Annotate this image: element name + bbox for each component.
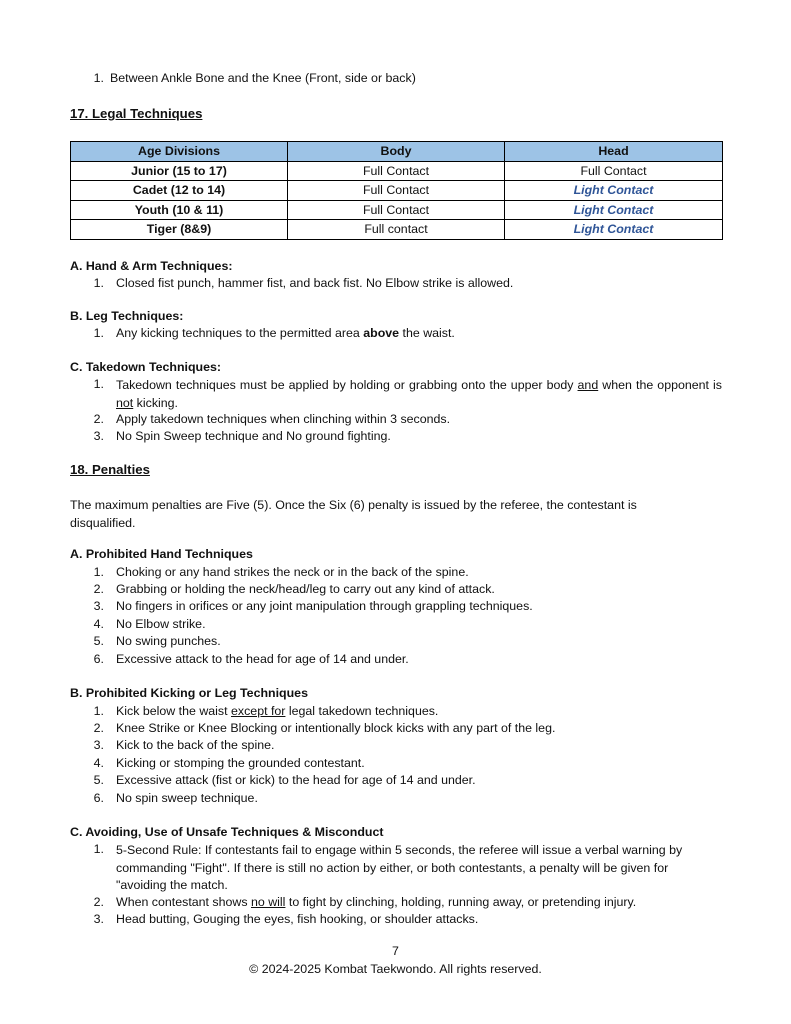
list-item: Excessive attack to the head for age of 14 and under. (116, 652, 409, 666)
list-number: 6. (93, 652, 104, 666)
division-cell: Youth (10 & 11) (71, 200, 288, 220)
list-item: No swing punches. (116, 634, 221, 648)
prohibited-hand-title: A. Prohibited Hand Techniques (70, 547, 253, 561)
table-row (71, 220, 723, 240)
penalties-intro: The maximum penalties are Five (5). Once the Six (6) penalty is issued by the referee, the contestant is disqualified. (70, 498, 637, 530)
list-item: Excessive attack (fist or kick) to the head for age of 14 and under. (116, 773, 476, 787)
body-cell: Full contact (288, 220, 505, 240)
list-item: Kick to the back of the spine. (116, 738, 275, 752)
list-item: Grabbing or holding the neck/head/leg to carry out any kind of attack. (116, 582, 495, 596)
list-item: Apply takedown techniques when clinching within 3 seconds. (116, 412, 451, 426)
list-item: Head butting, Gouging the eyes, fish hooking, or shoulder attacks. (116, 912, 479, 926)
column-header-body: Body (288, 142, 505, 162)
list-number: 2. (93, 582, 104, 596)
section-17-title: 17. Legal Techniques (70, 106, 203, 121)
text-run: Takedown techniques must be applied by holding or grabbing onto the upper body (116, 378, 578, 392)
section-18-title: 18. Penalties (70, 462, 150, 477)
list-item (116, 326, 455, 340)
head-cell-light: Light Contact (505, 200, 723, 220)
list-number: 2. (93, 412, 104, 426)
list-number: 1. (93, 71, 104, 85)
table-header-row (71, 142, 723, 162)
table-row (71, 181, 723, 201)
list-item (116, 377, 722, 412)
head-cell-light: Light Contact (505, 181, 723, 201)
list-number: 2. (93, 895, 104, 909)
list-number: 2. (93, 721, 104, 735)
body-cell: Full Contact (288, 181, 505, 201)
head-cell-light: Light Contact (505, 220, 723, 240)
text-run: to fight by clinching, holding, running away, or pretending injury. (285, 895, 637, 909)
leg-title: B. Leg Techniques: (70, 309, 184, 323)
copyright-notice: © 2024-2025 Kombat Taekwondo. All rights reserved. (249, 962, 542, 976)
body-cell: Full Contact (288, 200, 505, 220)
list-item: 5-Second Rule: If contestants fail to engage within 5 seconds, the referee will issue a verbal warning by commanding "Fight". If there is still no action by either, or both contestants, a penalty will be given for "avoiding the match. (116, 843, 683, 892)
division-cell: Junior (15 to 17) (71, 161, 288, 181)
list-number: 1. (93, 704, 104, 718)
list-number: 4. (93, 756, 104, 770)
list-item: No spin sweep technique. (116, 791, 258, 805)
text-run: When contestant shows (116, 895, 251, 909)
text-run: Any kicking techniques to the permitted area (116, 326, 364, 340)
column-header-head: Head (505, 142, 723, 162)
text-run: when the opponent is (598, 378, 723, 392)
list-number: 5. (93, 773, 104, 787)
list-number: 6. (93, 791, 104, 805)
list-item: Choking or any hand strikes the neck or in the back of the spine. (116, 565, 469, 579)
list-number: 1. (93, 842, 104, 856)
list-number: 3. (93, 429, 104, 443)
legal-techniques-table (70, 141, 723, 240)
head-cell: Full Contact (505, 161, 723, 181)
list-item: Between Ankle Bone and the Knee (Front, side or back) (110, 71, 416, 85)
list-number: 3. (93, 912, 104, 926)
list-number: 1. (93, 326, 104, 340)
bold-text: above (363, 326, 400, 340)
list-item: Knee Strike or Knee Blocking or intentionally block kicks with any part of the leg. (116, 721, 556, 735)
takedown-title: C. Takedown Techniques: (70, 360, 221, 374)
list-item: No Spin Sweep technique and No ground fighting. (116, 429, 391, 443)
underlined-text: no will (251, 895, 286, 909)
division-cell: Cadet (12 to 14) (71, 181, 288, 201)
list-item: No fingers in orifices or any joint manipulation through grappling techniques. (116, 599, 533, 613)
list-number: 4. (93, 617, 104, 631)
underlined-text: not (116, 395, 134, 410)
table-row (71, 200, 723, 220)
page-number: 7 (392, 944, 399, 958)
list-item: Kicking or stomping the grounded contestant. (116, 756, 365, 770)
prohibited-kick-title: B. Prohibited Kicking or Leg Techniques (70, 686, 308, 700)
hand-arm-title: A. Hand & Arm Techniques: (70, 259, 233, 273)
list-item: No Elbow strike. (116, 617, 206, 631)
list-number: 1. (93, 377, 104, 391)
list-number: 1. (93, 565, 104, 579)
body-cell: Full Contact (288, 161, 505, 181)
underlined-text: except for (231, 704, 286, 718)
list-number: 3. (93, 599, 104, 613)
list-item (116, 895, 636, 909)
text-run: the waist. (399, 326, 455, 340)
underlined-text: and (577, 378, 599, 392)
list-number: 1. (93, 276, 104, 290)
list-number: 3. (93, 738, 104, 752)
table-row (71, 161, 723, 181)
division-cell: Tiger (8&9) (71, 220, 288, 240)
list-number: 5. (93, 634, 104, 648)
text-run: legal takedown techniques. (285, 704, 439, 718)
text-run: kicking. (133, 395, 178, 410)
list-item (116, 704, 438, 718)
avoiding-title: C. Avoiding, Use of Unsafe Techniques & Misconduct (70, 825, 384, 839)
text-run: Kick below the waist (116, 704, 232, 718)
column-header-age-divisions: Age Divisions (71, 142, 288, 162)
list-item: Closed fist punch, hammer fist, and back fist. No Elbow strike is allowed. (116, 276, 514, 290)
